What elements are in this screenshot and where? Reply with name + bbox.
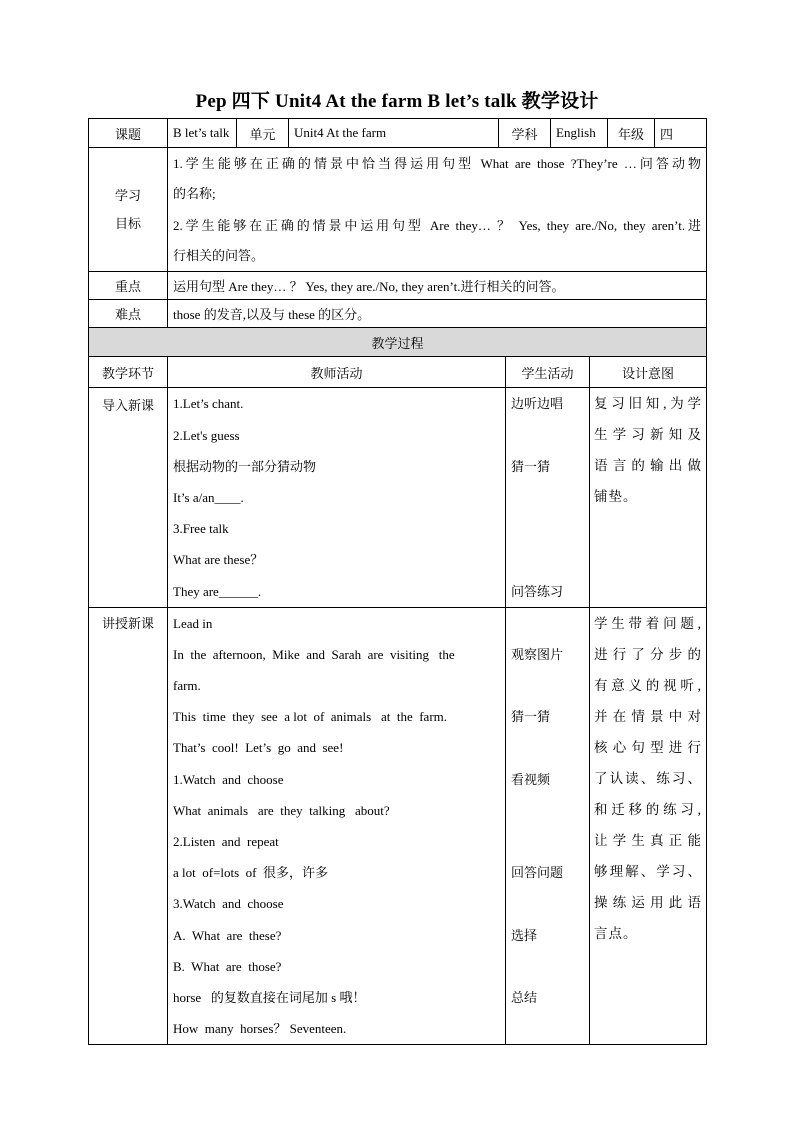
process-heading: 教学过程: [89, 328, 707, 357]
unit-value: Unit4 At the farm: [289, 119, 499, 148]
student-line: 边听边唱: [511, 396, 564, 412]
student-line: 回答问题: [511, 865, 564, 881]
teacher-line: 2.Let's guess: [173, 427, 240, 443]
section-intro-intent: [590, 388, 707, 607]
teacher-line: 2.Listen and repeat: [173, 834, 279, 849]
teacher-line: In the afternoon, Mike and Sarah are visiting the: [173, 646, 455, 662]
section-intro-row: [89, 388, 707, 607]
teacher-line: 3.Watch and choose: [173, 896, 284, 912]
section-new-student: [506, 607, 590, 1045]
student-line: 观察图片: [511, 646, 564, 662]
objective-line: 的名称;: [173, 186, 216, 202]
objective-line: 1.学生能够在正确的情景中恰当得运用句型 What are those ?They’re …问答动物: [173, 156, 701, 171]
teacher-line: horse 的复数直接在词尾加 s 哦！: [173, 989, 366, 1005]
difficulty-text: those 的发音,以及与 these 的区分。: [168, 300, 707, 328]
col-header-intent: 设计意图: [590, 357, 707, 388]
col-header-teacher: 教师活动: [168, 357, 506, 388]
teacher-line: 1.Watch and choose: [173, 771, 284, 787]
teacher-line: It’s a/an____.: [173, 489, 244, 505]
student-line: [511, 732, 584, 763]
lesson-plan-table: [88, 118, 706, 1045]
student-line: 总结: [511, 989, 538, 1005]
intent-line: 铺垫。: [594, 489, 638, 505]
student-line: 猜一猜: [511, 458, 551, 474]
intent-line: 让学生真正能: [594, 832, 702, 848]
objectives-label-line1: 学习: [114, 187, 141, 203]
section-new-row: [89, 607, 707, 1045]
student-line: [511, 670, 584, 701]
teacher-line: 3.Free talk: [173, 521, 229, 537]
key-point-row: [89, 272, 707, 300]
objectives-text: [168, 148, 707, 272]
teacher-line: a lot of=lots of 很多，许多: [173, 865, 329, 881]
section-intro-teacher: [168, 388, 506, 607]
student-line: [511, 482, 584, 513]
grade-value: 四: [655, 119, 707, 148]
section-intro-student: [506, 388, 590, 607]
student-line: 猜一猜: [511, 709, 551, 725]
intent-line: 学生带着问题,: [594, 615, 702, 631]
student-line: 看视频: [511, 771, 551, 787]
key-point-text: 运用句型 Are they… ？ Yes, they are./No, they aren’t.进行相关的问答。: [168, 272, 707, 300]
student-line: [511, 951, 584, 982]
student-line: [511, 826, 584, 857]
grade-label: 年级: [608, 119, 655, 148]
col-header-student: 学生活动: [506, 357, 590, 388]
subject-value: English: [551, 119, 608, 148]
teacher-line: How many horses？ Seventeen.: [173, 1021, 347, 1037]
section-new-intent: [590, 607, 707, 1045]
student-line: [511, 420, 584, 451]
intent-line: 生学习新知及: [594, 427, 702, 443]
subject-label: 学科: [499, 119, 551, 148]
intent-line: 操练运用此语: [594, 894, 702, 910]
info-row: [89, 119, 707, 148]
intent-line: 核心句型进行: [594, 739, 702, 755]
teacher-line: B. What are those?: [173, 958, 282, 974]
objective-line: 行相关的问答。: [173, 247, 265, 263]
student-line: [511, 513, 584, 544]
student-line: [511, 544, 584, 575]
topic-value: B let’s talk: [168, 119, 237, 148]
student-line: 问答练习: [511, 583, 564, 599]
intent-line: 语言的输出做: [594, 458, 702, 474]
process-header-row: [89, 357, 707, 388]
teacher-line: Lead in: [173, 615, 213, 631]
teacher-line: 根据动物的一部分猜动物: [173, 458, 317, 474]
process-heading-row: [89, 328, 707, 357]
section-new-teacher: [168, 607, 506, 1045]
student-line: 选择: [511, 927, 538, 943]
student-line: [511, 795, 584, 826]
col-header-stage: 教学环节: [89, 357, 168, 388]
objective-line: 2.学生能够在正确的情景中运用句型 Are they… ？ Yes, they are./No, they aren’t.进: [173, 217, 701, 233]
intent-line: 够理解、学习、: [594, 863, 702, 879]
section-name-text: 讲授新课: [101, 615, 154, 631]
topic-label: 课题: [89, 119, 168, 148]
teacher-line: They are______.: [173, 583, 262, 599]
section-new-name: [89, 607, 168, 1045]
intent-line: 有意义的视听,: [594, 677, 702, 693]
intent-line: 复习旧知,为学: [594, 396, 702, 412]
teacher-line: That’s cool! Let’s go and see!: [173, 740, 344, 756]
intent-line: 了认读、练习、: [594, 770, 702, 786]
intent-line: 进行了分步的: [594, 646, 702, 662]
objectives-label-line2: 目标: [114, 215, 141, 231]
student-line: [511, 608, 584, 639]
teacher-line: 1.Let’s chant.: [173, 396, 244, 412]
document-title: Pep 四下 Unit4 At the farm B let’s talk 教学设计: [195, 91, 599, 112]
difficulty-label: 难点: [89, 300, 168, 328]
teacher-line: This time they see a lot of animals at the farm.: [173, 709, 448, 725]
student-line: [511, 1013, 584, 1044]
key-point-label: 重点: [89, 272, 168, 300]
student-line: [511, 888, 584, 919]
intent-line: 言点。: [594, 925, 638, 941]
teacher-line: What are these？: [173, 552, 264, 568]
teacher-line: farm.: [173, 678, 201, 694]
difficulty-row: [89, 300, 707, 328]
objectives-label: [89, 148, 168, 272]
objectives-row: [89, 148, 707, 272]
section-name-text: 导入新课: [101, 398, 154, 414]
section-intro-name: [89, 388, 168, 607]
intent-line: 并在情景中对: [594, 708, 702, 724]
unit-label: 单元: [237, 119, 289, 148]
intent-line: 和迁移的练习,: [594, 801, 702, 817]
teacher-line: A. What are these?: [173, 927, 282, 943]
teacher-line: What animals are they talking about?: [173, 802, 390, 818]
